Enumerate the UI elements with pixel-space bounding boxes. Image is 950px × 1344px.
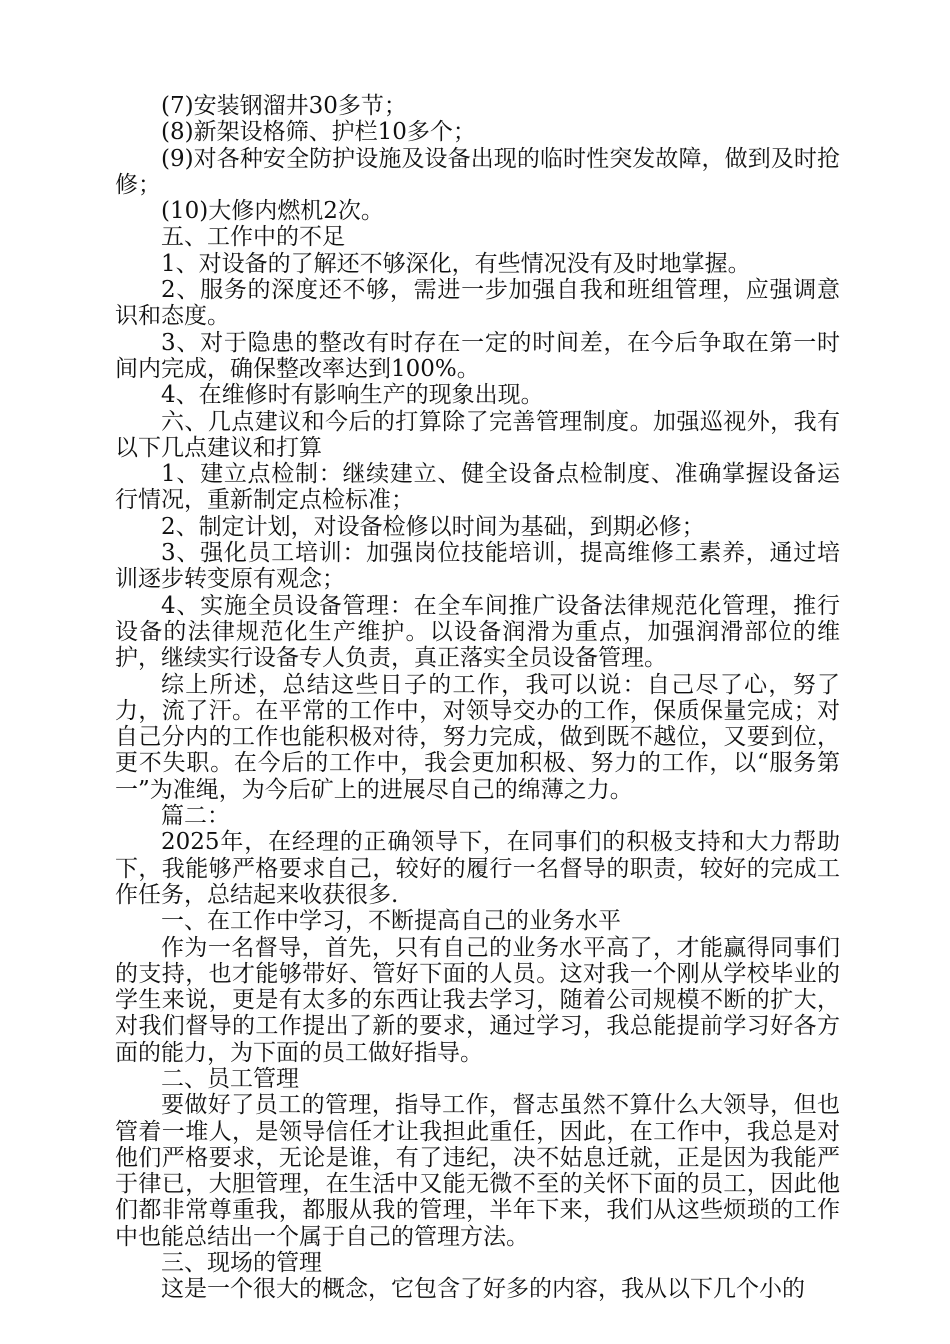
section-heading: 一、在工作中学习，不断提高自己的业务水平	[161, 908, 621, 935]
document-page	[115, 93, 840, 1303]
section-heading: 五、工作中的不足	[161, 224, 345, 251]
paragraph: 4、实施全员设备管理：在全车间推广设备法律规范化管理，推行设备的法律规范化生产维护。以设备润滑为重点，加强润滑部位的维护，继续实行设备专人负责，真正落实全员设备管理。	[115, 592, 840, 672]
paragraph: 要做好了员工的管理，指导工作，督志虽然不算什么大领导，但也管着一堆人，是领导信任才让我担此重任，因此，在工作中，我总是对他们严格要求，无论是谁，有了违纪，决不姑息迁就，正是因为我能严于律已，大胆管理，在生活中又能无微不至的关怀下面的员工，因此他们都非常尊重我，都服从我的管理，半年下来，我们从这些烦琐的工作中也能总结出一个属于自己的管理方法。	[115, 1092, 840, 1250]
paragraph: (7)安装钢溜井30多节；	[161, 93, 407, 119]
paragraph: (10)大修内燃机2次。	[161, 198, 384, 225]
paragraph: 作为一名督导，首先，只有自己的业务水平高了，才能赢得同事们的支持，也才能够带好、管好下面的人员。这对我一个刚从学校毕业的学生来说，更是有太多的东西让我去学习，随着公司规模不断的扩大，对我们督导的工作提出了新的要求，通过学习，我总能提前学习好各方面的能力，为下面的员工做好指导。	[115, 934, 840, 1066]
paragraph: 综上所述，总结这些日子的工作，我可以说：自己尽了心，努了力，流了汗。在平常的工作中，对领导交办的工作，保质保量完成；对自己分内的工作也能积极对待，努力完成，做到既不越位，又要到位，更不失职。在今后的工作中，我会更加积极、努力的工作，以“服务第一”为准绳，为今后矿上的进展尽自己的绵薄之力。	[115, 671, 840, 803]
paragraph: (9)对各种安全防护设施及设备出现的临时性突发故障，做到及时抢修；	[115, 145, 840, 198]
paragraph: 3、强化员工培训：加强岗位技能培训，提高维修工素养，通过培训逐步转变原有观念；	[115, 540, 840, 593]
paragraph: 1、对设备的了解还不够深化，有些情况没有及时地掌握。	[161, 250, 751, 277]
paragraph: 2025年，在经理的正确领导下，在同事们的积极支持和大力帮助下，我能够严格要求自己，较好的履行一名督导的职责，较好的完成工作任务，总结起来收获很多.	[115, 829, 840, 908]
paragraph: 3、对于隐患的整改有时存在一定的时间差，在今后争取在第一时间内完成，确保整改率达到100%。	[115, 329, 840, 382]
paragraph: 2、服务的深度还不够，需进一步加强自我和班组管理，应强调意识和态度。	[115, 277, 840, 330]
paragraph: 1、建立点检制：继续建立、健全设备点检制度、准确掌握设备运行情况，重新制定点检标准；	[115, 461, 840, 514]
section-heading: 六、几点建议和今后的打算除了完善管理制度。加强巡视外，我有以下几点建议和打算	[115, 408, 840, 461]
section-heading: 三、现场的管理	[161, 1250, 322, 1277]
part-heading: 篇二：	[161, 803, 230, 830]
paragraph: 这是一个很大的概念，它包含了好多的内容，我从以下几个小的	[161, 1276, 805, 1303]
paragraph: 2、制定计划，对设备检修以时间为基础，到期必修；	[161, 513, 705, 540]
section-heading: 二、员工管理	[161, 1065, 299, 1092]
paragraph: 4、在维修时有影响生产的现象出现。	[161, 382, 544, 409]
paragraph: (8)新架设格筛、护栏10多个；	[161, 119, 476, 146]
